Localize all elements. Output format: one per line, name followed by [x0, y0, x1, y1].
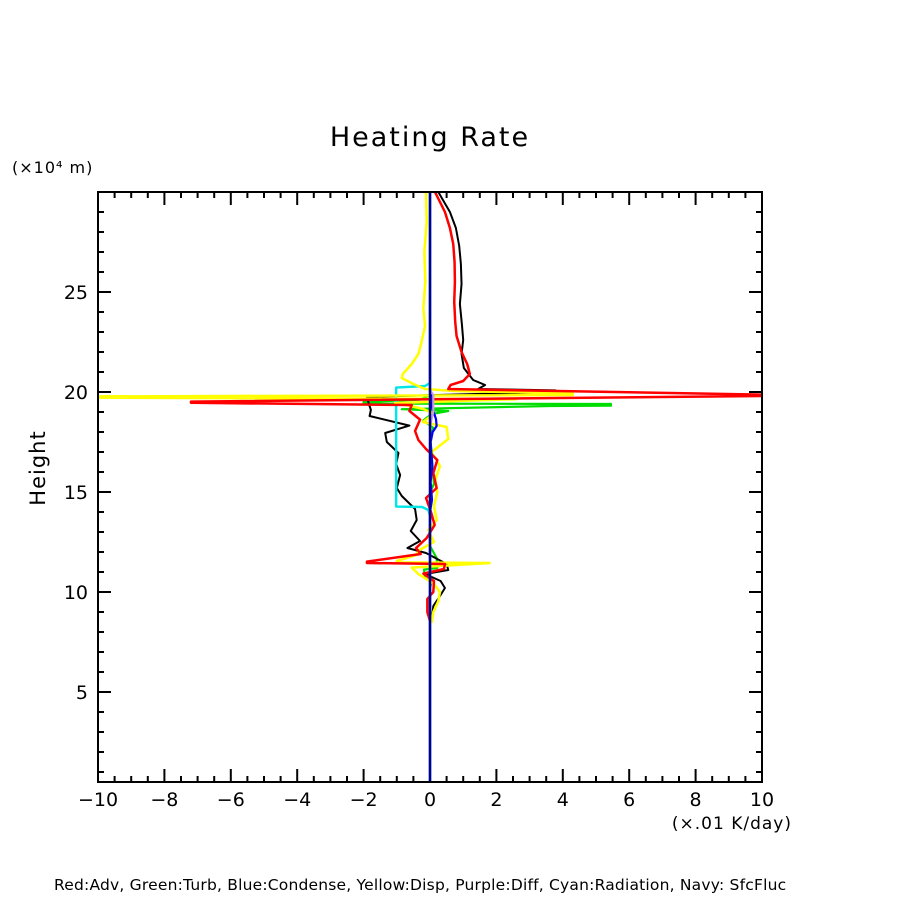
- legend-text: Red:Adv, Green:Turb, Blue:Condense, Yellow:Disp, Purple:Diff, Cyan:Radiation, Navy: SfcFluc: [54, 876, 787, 894]
- series-group: [98, 192, 762, 782]
- x-tick-label: 8: [689, 789, 702, 811]
- y-tick-label: 25: [63, 282, 88, 304]
- x-tick-label: 4: [556, 789, 569, 811]
- y-axis-unit-label: (×10⁴ m): [12, 158, 94, 177]
- y-axis-title: Height: [26, 430, 50, 506]
- x-tick-label: 0: [423, 789, 437, 811]
- y-tick-label: 10: [63, 582, 88, 604]
- y-tick-label: 5: [75, 682, 88, 704]
- x-tick-label: −4: [283, 789, 312, 811]
- x-tick-label: −6: [216, 789, 245, 811]
- x-tick-label: 6: [623, 789, 636, 811]
- x-tick-label: 2: [490, 789, 503, 811]
- x-tick-label: −2: [349, 789, 378, 811]
- x-tick-label: 10: [749, 789, 775, 811]
- x-tick-label: −10: [77, 789, 119, 811]
- x-axis-unit-label: (×.01 K/day): [671, 814, 792, 834]
- chart-title: Heating Rate: [329, 122, 531, 153]
- y-tick-label: 20: [63, 382, 88, 404]
- x-tick-label: −8: [150, 789, 179, 811]
- y-tick-label: 15: [63, 482, 88, 504]
